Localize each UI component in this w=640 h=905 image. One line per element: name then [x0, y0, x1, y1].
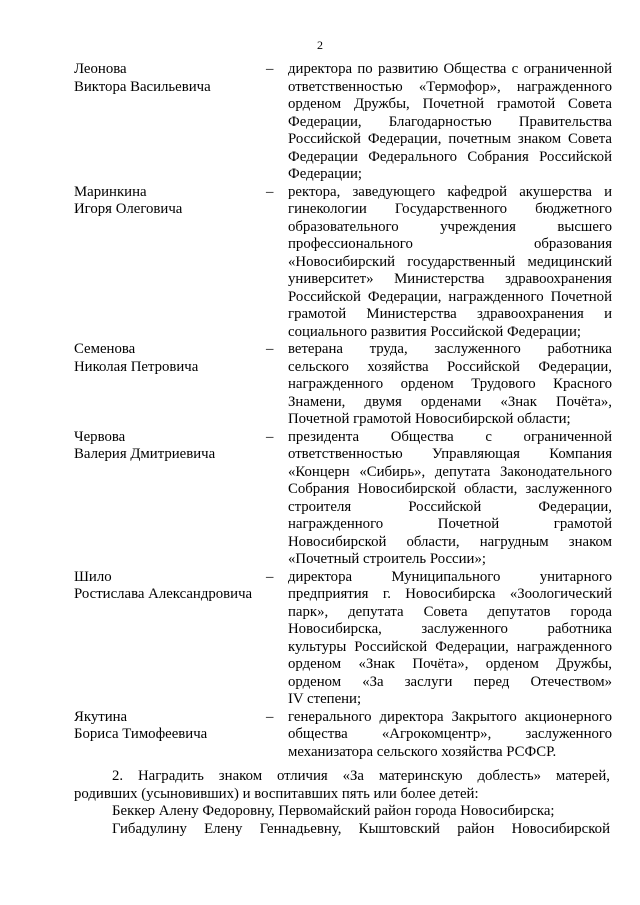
- description-line: парк», депутата Совета депутатов города: [288, 603, 612, 620]
- description-line: Федерации;: [288, 166, 362, 182]
- entry-dash: –: [266, 568, 274, 585]
- entry-dash: –: [266, 428, 274, 445]
- description-line: Новосибирска, заслуженного работника: [288, 621, 612, 637]
- awardee-name: [74, 429, 264, 569]
- description-line: Российской Федерации, почетным знаком Совета: [288, 131, 612, 147]
- awardee-description: [288, 569, 612, 709]
- awardee-given-name: Ростислава Александровича: [74, 586, 253, 602]
- description-line: президента Общества с ограниченной: [288, 428, 612, 445]
- description-line: «Новосибирский государственный медицинский: [288, 253, 612, 270]
- paragraph-2: [74, 768, 610, 803]
- awardee-entry: [74, 61, 614, 184]
- entry-dash: –: [266, 708, 274, 725]
- recipient-item: [74, 821, 610, 839]
- description-line: «Почетный строитель России»;: [288, 551, 486, 567]
- awardee-given-name: Виктора Васильевича: [74, 78, 211, 95]
- description-line: ректора, заведующего кафедрой акушерства и: [288, 183, 612, 200]
- description-line: предприятия г. Новосибирска «Зоологический: [288, 586, 612, 602]
- description-line: IV степени;: [288, 691, 362, 707]
- awardee-surname: Якутина: [74, 708, 128, 725]
- awardee-name: [74, 184, 264, 342]
- awardees-list: [74, 61, 614, 761]
- description-line: сельского хозяйства Российской Федерации,: [288, 358, 612, 375]
- awardee-description: [288, 341, 612, 429]
- page-number: 2: [317, 38, 323, 52]
- description-line: грамотой Министерства здравоохранения и: [288, 306, 612, 322]
- recipient-line: Гибадулину Елену Геннадьевну, Кыштовский район Новосибирской: [112, 821, 610, 837]
- awardee-name: [74, 569, 264, 709]
- awardee-given-name: Игоря Олеговича: [74, 201, 183, 217]
- awardee-description: [288, 184, 612, 342]
- description-line: награжденного орденом Трудового Красного: [288, 376, 612, 392]
- description-line: награжденного Почетной грамотой: [288, 516, 612, 532]
- awardee-surname: Маринкина: [74, 183, 147, 200]
- entry-dash: –: [266, 341, 274, 357]
- awardee-name: [74, 709, 264, 762]
- description-line: механизатора сельского хозяйства РСФСР.: [288, 743, 557, 760]
- awardee-given-name: Николая Петровича: [74, 358, 199, 375]
- description-line: «Концерн «Сибирь», депутата Законодательного: [288, 463, 612, 480]
- awardee-given-name: Бориса Тимофеевича: [74, 726, 208, 742]
- description-line: культуры Российской Федерации, награжденного: [288, 638, 612, 655]
- description-line: Российской Федерации, награжденного Почетной: [288, 288, 612, 305]
- description-line: университет» Министерства здравоохранения: [288, 271, 612, 287]
- description-line: орденом «Знак Почёта», орденом Дружбы,: [288, 656, 612, 672]
- awardee-given-name: Валерия Дмитриевича: [74, 446, 216, 462]
- description-line: директора по развитию Общества с ограниченной: [288, 61, 612, 77]
- awardee-description: [288, 429, 612, 569]
- recipient-item: [74, 803, 610, 821]
- description-line: Новосибирской области, нагрудным знаком: [288, 533, 612, 550]
- awardee-surname: Шило: [74, 568, 112, 585]
- awardee-surname: Семенова: [74, 341, 136, 357]
- description-line: профессионального образования: [288, 236, 612, 252]
- awardee-entry: [74, 709, 614, 762]
- awardee-entry: [74, 184, 614, 342]
- paragraph-line: родивших (усыновивших) и воспитавших пять или более детей:: [74, 785, 479, 802]
- awardee-name: [74, 341, 264, 429]
- description-line: гинекологии Государственного бюджетного: [288, 201, 612, 217]
- awardee-surname: Червова: [74, 428, 126, 445]
- awardee-surname: Леонова: [74, 61, 127, 77]
- description-line: Почетной грамотой Новосибирской области;: [288, 411, 571, 427]
- paragraph-line: 2. Наградить знаком отличия «За материнскую доблесть» матерей,: [112, 768, 610, 784]
- awardee-description: [288, 61, 612, 184]
- description-line: орденом «За заслуги перед Отечеством»: [288, 673, 612, 690]
- description-line: образовательного учреждения высшего: [288, 218, 612, 235]
- description-line: Федерации, Благодарностью Правительства: [288, 113, 612, 130]
- awardee-description: [288, 709, 612, 762]
- description-line: ответственностью «Термофор», награжденного: [288, 78, 612, 95]
- awardee-entry: [74, 429, 614, 569]
- description-line: социального развития Российской Федерации;: [288, 323, 581, 340]
- description-line: Собрания Новосибирской области, заслуженного: [288, 481, 612, 497]
- awardee-entry: [74, 341, 614, 429]
- awardee-name: [74, 61, 264, 184]
- description-line: Знамени, двумя орденами «Знак Почёта»,: [288, 393, 612, 410]
- description-line: общества «Агрокомцентр», заслуженного: [288, 726, 612, 742]
- description-line: строителя Российской Федерации,: [288, 498, 612, 515]
- description-line: орденом Дружбы, Почетной грамотой Совета: [288, 96, 612, 112]
- description-line: ответственностью Управляющая Компания: [288, 446, 612, 462]
- entry-dash: –: [266, 61, 274, 77]
- recipient-line: Беккер Алену Федоровну, Первомайский район города Новосибирска;: [112, 803, 555, 819]
- description-line: генерального директора Закрытого акционерного: [288, 708, 612, 725]
- entry-dash: –: [266, 183, 274, 200]
- awardee-entry: [74, 569, 614, 709]
- description-line: Федерации Федерального Собрания Российской: [288, 148, 612, 165]
- description-line: директора Муниципального унитарного: [288, 568, 612, 585]
- description-line: ветерана труда, заслуженного работника: [288, 341, 612, 357]
